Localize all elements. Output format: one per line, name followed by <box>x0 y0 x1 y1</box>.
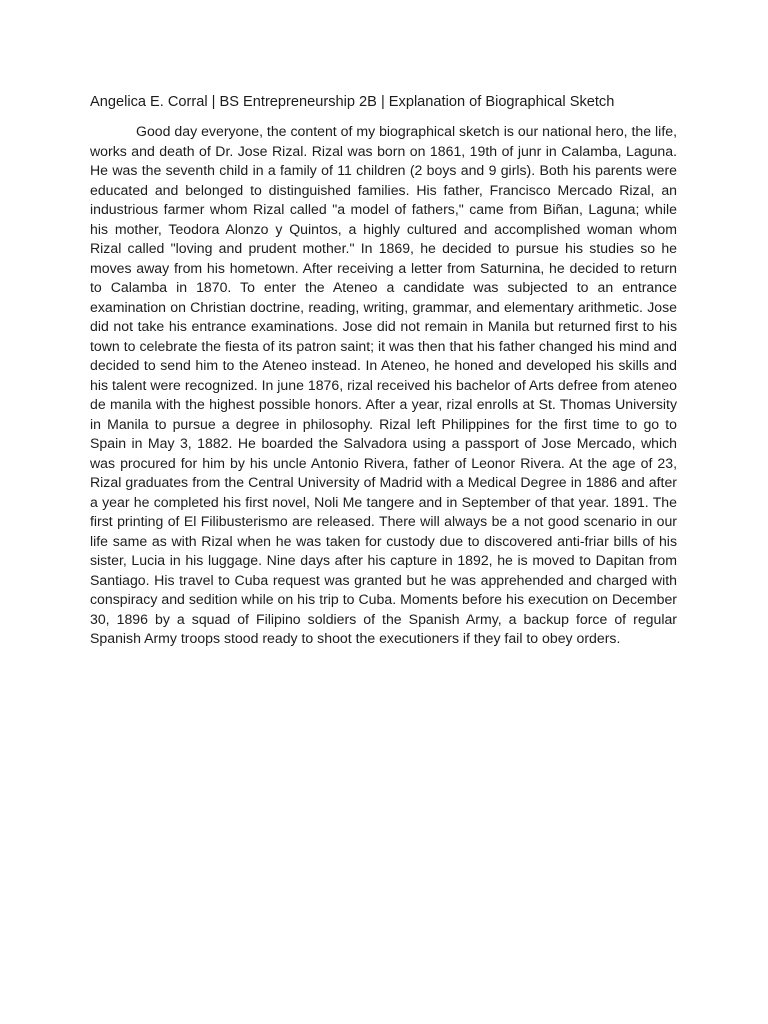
body-paragraph: Good day everyone, the content of my biographical sketch is our national hero, the life, works and death of Dr. Jose Rizal. Rizal was born on 1861, 19th of junr in Calamba, Laguna. He was the seventh child in a family of 11 children (2 boys and 9 girls). Both his parents were educated and belonged to distinguished families. His father, Francisco Mercado Rizal, an industrious farmer whom Rizal called "a model of fathers," came from Biñan, Laguna; while his mother, Teodora Alonzo y Quintos, a highly cultured and accomplished woman whom Rizal called "loving and prudent mother." In 1869, he decided to pursue his studies so he moves away from his hometown. After receiving a letter from Saturnina, he decided to return to Calamba in 1870. To enter the Ateneo a candidate was subjected to an entrance examination on Christian doctrine, reading, writing, grammar, and elementary arithmetic. Jose did not take his entrance examinations. Jose did not remain in Manila but returned first to his town to celebrate the fiesta of its patron saint; it was then that his father changed his mind and decided to send him to the Ateneo instead. In Ateneo, he honed and developed his skills and his talent were recognized. In june 1876, rizal received his bachelor of Arts defree from ateneo de manila with the highest possible honors. After a year, rizal enrolls at St. Thomas University in Manila to pursue a degree in philosophy. Rizal left Philippines for the first time to go to Spain in May 3, 1882. He boarded the Salvadora using a passport of Jose Mercado, which was procured for him by his uncle Antonio Rivera, father of Leonor Rivera. At the age of 23, Rizal graduates from the Central University of Madrid with a Medical Degree in 1886 and after a year he completed his first novel, Noli Me tangere and in September of that year. 1891. The first printing of El Filibusterismo are released. There will always be a not good scenario in our life same as with Rizal when he was taken for custody due to discovered anti-friar bills of his sister, Lucia in his luggage. Nine days after his capture in 1892, he is moved to Dapitan from Santiago. His travel to Cuba request was granted but he was apprehended and charged with conspiracy and sedition while on his trip to Cuba. Moments before his execution on December 30, 1896 by a squad of Filipino soldiers of the Spanish Army, a backup force of regular Spanish Army troops stood ready to shoot the executioners if they fail to obey orders. <box>90 123 677 646</box>
document-heading: Angelica E. Corral | BS Entrepreneurship 2B | Explanation of Biographical Sketch <box>90 94 615 110</box>
